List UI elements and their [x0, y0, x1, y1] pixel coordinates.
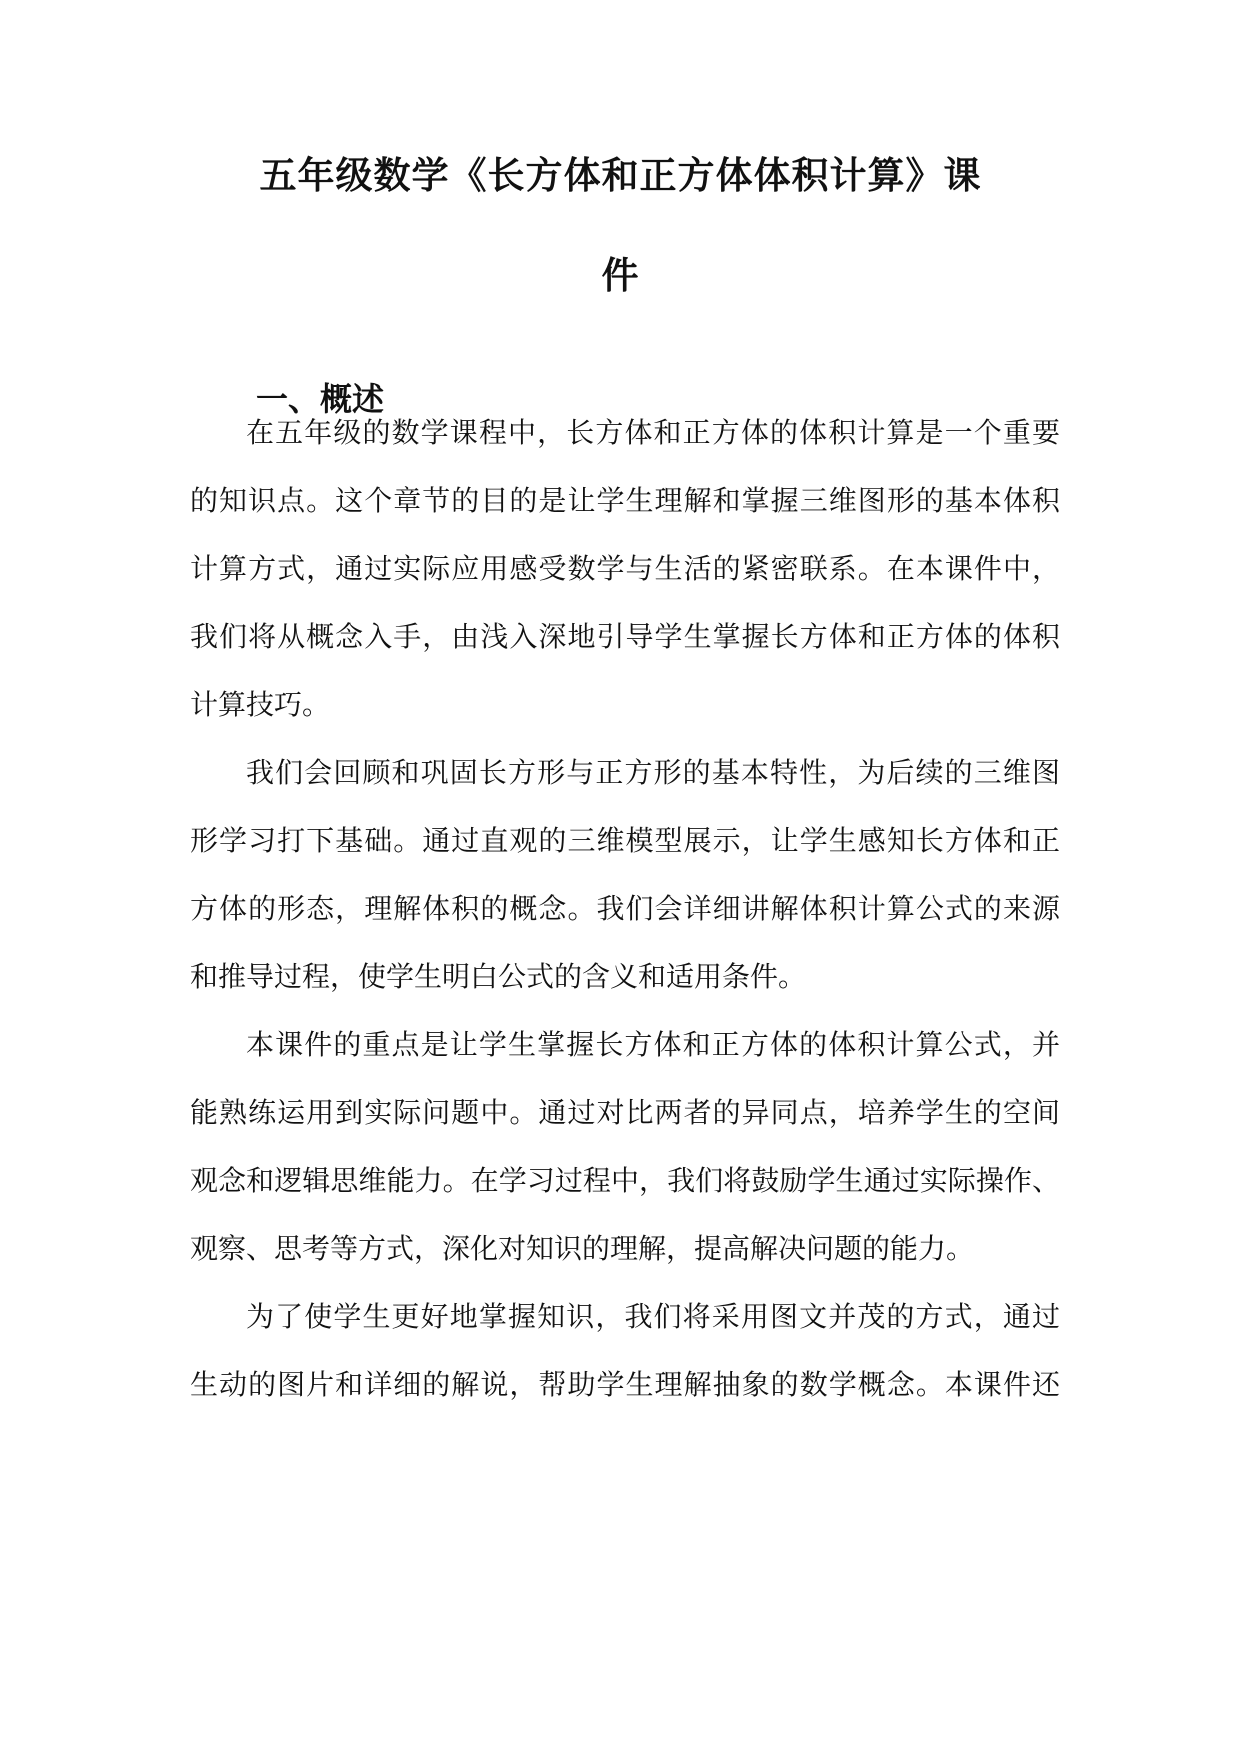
- paragraph-1-line-4: 我们将从概念入手，由浅入深地引导学生掌握长方体和正方体的体积: [190, 620, 1060, 653]
- paragraph-3-line-4: 观察、思考等方式，深化对知识的理解，提高解决问题的能力。: [190, 1232, 975, 1265]
- paragraph-1-line-3: 计算方式，通过实际应用感受数学与生活的紧密联系。在本课件中，: [190, 552, 1060, 585]
- paragraph-4-line-2: 生动的图片和详细的解说，帮助学生理解抽象的数学概念。本课件还: [190, 1368, 1060, 1401]
- paragraph-4-line-1: 为了使学生更好地掌握知识，我们将采用图文并茂的方式，通过: [246, 1300, 1060, 1333]
- paragraph-2-line-1: 我们会回顾和巩固长方形与正方形的基本特性，为后续的三维图: [246, 756, 1060, 789]
- paragraph-3-line-3: 观念和逻辑思维能力。在学习过程中，我们将鼓励学生通过实际操作、: [190, 1164, 1060, 1197]
- document-title-line-1: 五年级数学《长方体和正方体体积计算》课: [259, 153, 982, 197]
- paragraph-2-line-3: 方体的形态，理解体积的概念。我们会详细讲解体积计算公式的来源: [190, 892, 1060, 925]
- paragraph-1-line-2: 的知识点。这个章节的目的是让学生理解和掌握三维图形的基本体积: [190, 484, 1060, 517]
- paragraph-2-line-4: 和推导过程，使学生明白公式的含义和适用条件。: [190, 960, 807, 993]
- paragraph-1-line-1: 在五年级的数学课程中，长方体和正方体的体积计算是一个重要: [246, 416, 1060, 449]
- paragraph-3-line-1: 本课件的重点是让学生掌握长方体和正方体的体积计算公式，并: [246, 1028, 1060, 1061]
- document-title-line-2: 件: [601, 253, 640, 297]
- paragraph-3-line-2: 能熟练运用到实际问题中。通过对比两者的异同点，培养学生的空间: [190, 1096, 1060, 1129]
- paragraph-1-line-5: 计算技巧。: [190, 688, 331, 721]
- section-heading: 一、概述: [256, 380, 385, 418]
- paragraph-2-line-2: 形学习打下基础。通过直观的三维模型展示，让学生感知长方体和正: [190, 824, 1060, 857]
